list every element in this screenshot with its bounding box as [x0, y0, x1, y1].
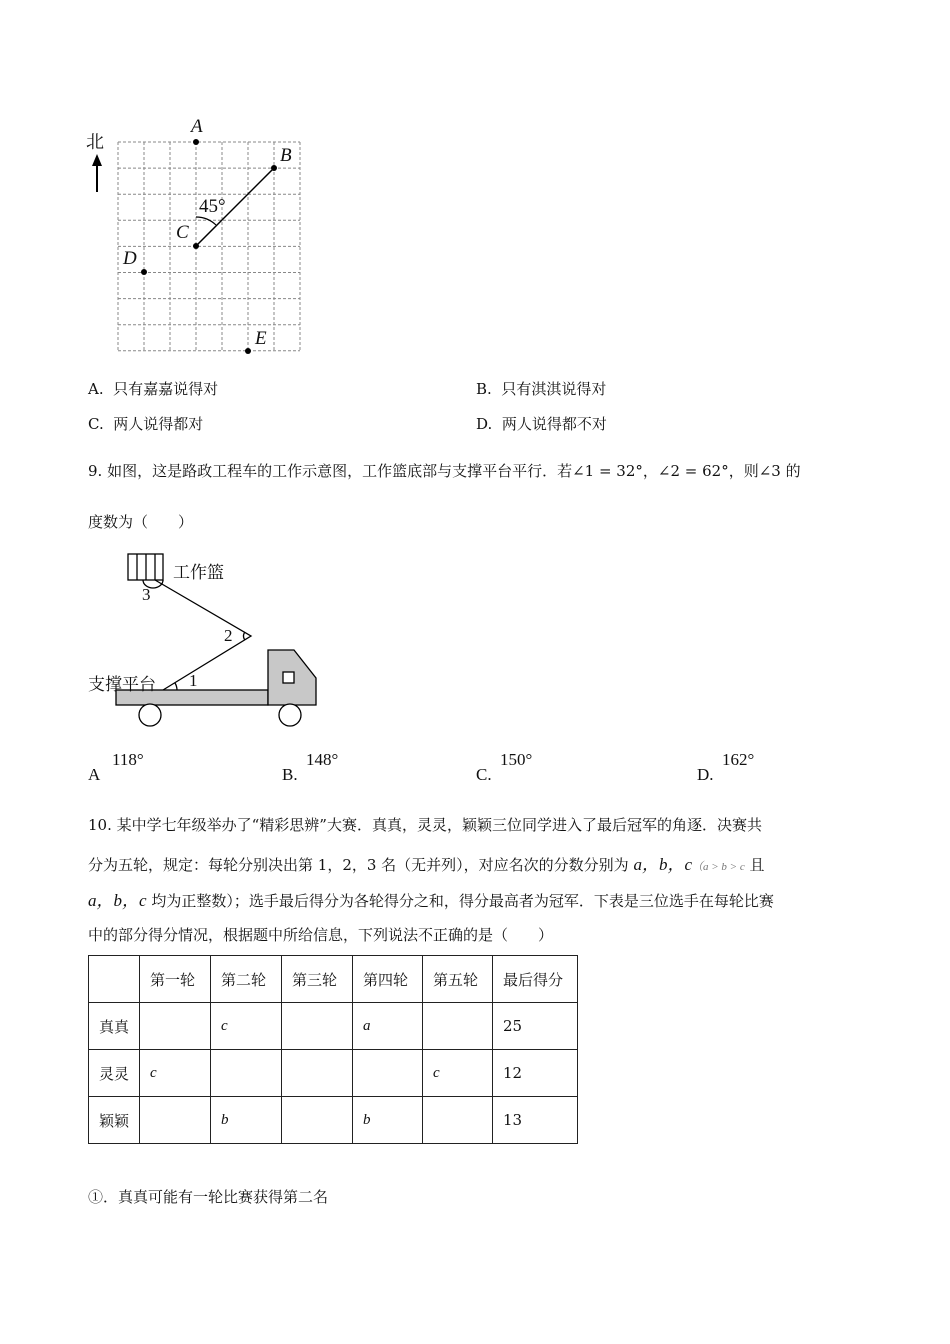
q9-option-a-value: 118° [112, 750, 144, 769]
wheel-front [279, 704, 301, 726]
header-cell: 第一轮 [140, 956, 211, 1003]
label-b: B [280, 145, 292, 166]
header-cell [89, 956, 140, 1003]
header-cell: 第二轮 [211, 956, 282, 1003]
header-cell: 第五轮 [423, 956, 493, 1003]
angle1-arc [175, 683, 177, 690]
q9-stem-line2: 度数为（ ） [88, 513, 194, 531]
q8-option-b[interactable]: B. 只有淇淇说得对 [476, 380, 607, 398]
total-cell: 25 [493, 1003, 578, 1050]
label-c: C [176, 222, 189, 243]
angle3-label: 3 [142, 585, 151, 604]
angle2-arc [243, 632, 245, 640]
angle-label-45: 45° [199, 196, 226, 217]
q8-option-d[interactable]: D. 两人说得都不对 [476, 415, 607, 433]
cell: c [423, 1050, 493, 1097]
q8-option-a[interactable]: A. 只有嘉嘉说得对 [88, 380, 219, 398]
table-row [89, 1050, 578, 1097]
header-cell: 最后得分 [493, 956, 578, 1003]
table-header-row [89, 956, 578, 1003]
cell: a [353, 1003, 423, 1050]
cell [282, 1050, 353, 1097]
boom-arm [155, 580, 251, 690]
cell [423, 1097, 493, 1144]
q9-option-b-value: 148° [306, 750, 339, 769]
q10-stem-line4: 中的部分得分情况，根据题中所给信息，下列说法不正确的是（ ） [88, 926, 554, 944]
cell: b [353, 1097, 423, 1144]
q9-option-d-value: 162° [722, 750, 755, 769]
q9-option-b[interactable]: B. [282, 765, 298, 784]
name-cell: 灵灵 [89, 1050, 140, 1097]
cell [282, 1003, 353, 1050]
q10-stem-line1: 10. 某中学七年级举办了“精彩思辨”大赛．真真，灵灵，颖颖三位同学进入了最后冠军的角逐．决赛共 [88, 816, 762, 834]
q8-option-c[interactable]: C. 两人说得都对 [88, 415, 204, 433]
wheel-rear [139, 704, 161, 726]
score-table [88, 955, 578, 1144]
q9-option-d[interactable]: D. [697, 765, 714, 784]
cell [140, 1003, 211, 1050]
label-a: A [191, 116, 203, 137]
cell [423, 1003, 493, 1050]
table-row [89, 1003, 578, 1050]
q10-statement-1: ①．真真可能有一轮比赛获得第二名 [88, 1188, 329, 1206]
cab-window [283, 672, 294, 683]
q9-option-c-value: 150° [500, 750, 533, 769]
basket-label: 工作篮 [173, 563, 224, 583]
name-cell: 真真 [89, 1003, 140, 1050]
label-d: D [123, 248, 137, 269]
cell [353, 1050, 423, 1097]
total-cell: 13 [493, 1097, 578, 1144]
q9-option-a[interactable]: A [88, 765, 101, 784]
q9-stem-line1: 9. 如图，这是路政工程车的工作示意图，工作篮底部与支撑平台平行．若∠1 = 32°，∠2 = 62°，则∠3 的 [88, 462, 801, 480]
cell [140, 1097, 211, 1144]
platform-label: 支撑平台 [88, 675, 156, 695]
north-label: 北 [86, 132, 104, 153]
cell [282, 1097, 353, 1144]
angle2-label: 2 [224, 626, 233, 645]
name-cell: 颖颖 [89, 1097, 140, 1144]
q9-option-c[interactable]: C. [476, 765, 492, 784]
label-e: E [255, 328, 267, 349]
cell: b [211, 1097, 282, 1144]
q10-stem-line2: 分为五轮，规定：每轮分别决出第 1，2，3 名（无并列），对应名次的分数分别为 a，b，c（a > b > c 且 [88, 855, 765, 874]
cell [211, 1050, 282, 1097]
header-cell: 第三轮 [282, 956, 353, 1003]
total-cell: 12 [493, 1050, 578, 1097]
angle1-label: 1 [189, 671, 198, 690]
cell: c [140, 1050, 211, 1097]
q10-stem-line3: a，b，c 均为正整数）；选手最后得分为各轮得分之和，得分最高者为冠军．下表是三位选手在每轮比赛 [88, 891, 774, 910]
cell: c [211, 1003, 282, 1050]
table-row [89, 1097, 578, 1144]
header-cell: 第四轮 [353, 956, 423, 1003]
